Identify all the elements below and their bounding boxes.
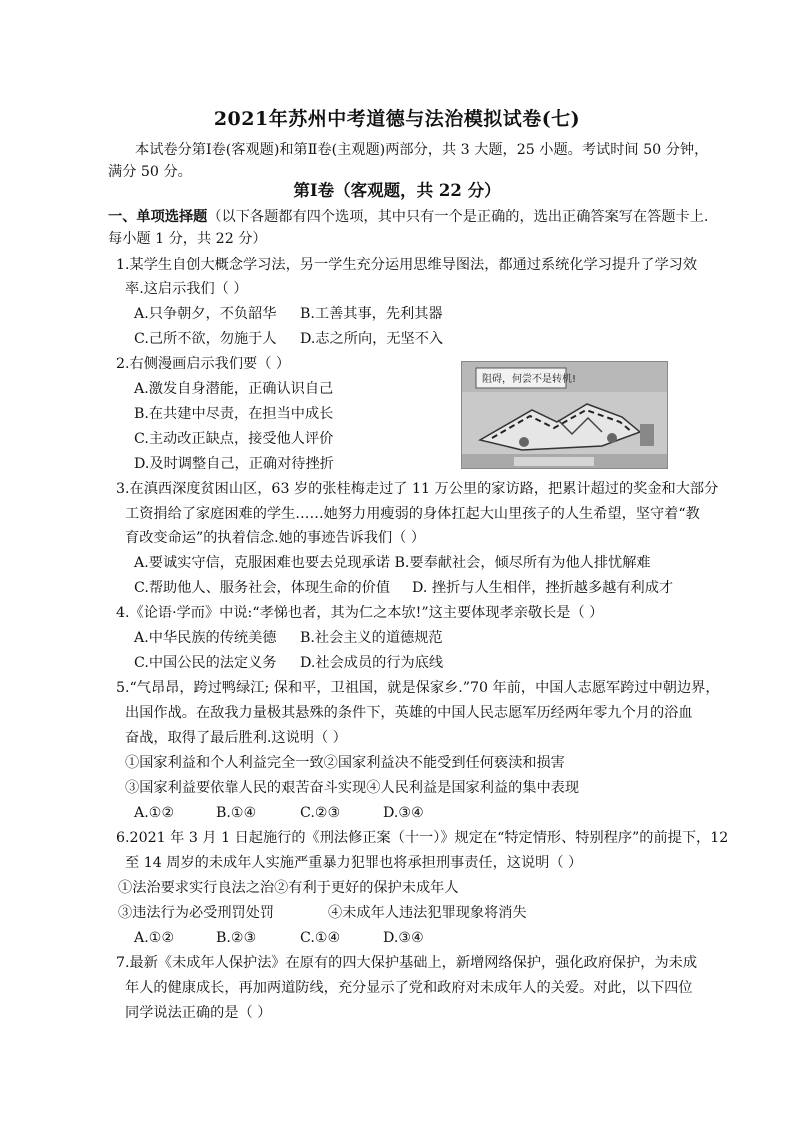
q5-statements-1: ①国家利益和个人利益完全一致②国家利益决不能受到任何亵渎和损害	[125, 755, 565, 771]
q6-option-d: D.③④	[383, 930, 424, 946]
q2-option-d: D.及时调整自己，正确对待挫折	[134, 456, 334, 472]
q1-option-c: C.己所不欲，勿施于人	[134, 331, 277, 347]
cartoon-illustration	[462, 362, 667, 468]
q1-stem-line-2: 率.这启示我们（ ）	[125, 281, 248, 297]
q5-stem-line-3: 奋战，取得了最后胜利.这说明（ ）	[125, 730, 347, 746]
q5-statements-2: ③国家利益要依靠人民的艰苦奋斗实现④人民利益是国家利益的集中表现	[125, 780, 580, 796]
q4-option-c: C.中国公民的法定义务	[134, 655, 277, 671]
q4-option-a: A.中华民族的传统美德	[134, 630, 277, 646]
exam-intro-line-2: 满分 50 分。	[108, 164, 192, 180]
exam-intro-line-1: 本试卷分第Ⅰ卷(客观题)和第Ⅱ卷(主观题)两部分，共 3 大题，25 小题。考试时间 50 分钟，	[135, 142, 709, 158]
q6-statement-3: ③违法行为必受刑罚处罚	[118, 905, 275, 921]
q6-stem-line-2: 至 14 周岁的未成年人实施严重暴力犯罪也将承担刑事责任，这说明（ ）	[125, 855, 583, 871]
q6-option-a: A.①②	[134, 930, 175, 946]
q7-stem-line-3: 同学说法正确的是（ ）	[125, 1005, 272, 1021]
q6-statements-1: ①法治要求实行良法之治②有利于更好的保护未成年人	[118, 880, 459, 896]
q5-option-d: D.③④	[383, 805, 424, 821]
q2-cartoon-image	[461, 361, 668, 469]
q6-statement-4: ④未成年人违法犯罪现象将消失	[328, 905, 527, 921]
section-note: （以下各题都有四个选项，其中只有一个是正确的，选出正确答案写在答题卡上.	[207, 209, 709, 225]
q5-option-a: A.①②	[134, 805, 175, 821]
q5-option-c: C.②③	[300, 805, 341, 821]
q3-stem-line-2: 工资捐给了家庭困难的学生……她努力用瘦弱的身体扛起大山里孩子的人生希望，坚守着“教	[125, 506, 700, 522]
q5-option-b: B.①④	[216, 805, 257, 821]
q4-option-d: D.社会成员的行为底线	[300, 655, 444, 671]
q6-option-c: C.①④	[300, 930, 341, 946]
q6-option-b: B.②③	[216, 930, 257, 946]
q2-option-c: C.主动改正缺点，接受他人评价	[134, 431, 334, 447]
part1-title: 第Ⅰ卷（客观题，共 22 分）	[293, 181, 501, 200]
q3-option-a-b: A.要诚实守信，克服困难也要去兑现承诺 B.要奉献社会，倾尽所有为他人排忧解难	[134, 555, 651, 571]
q7-stem-line-1: 7.最新《未成年人保护法》在原有的四大保护基础上，新增网络保护，强化政府保护，为未成	[116, 955, 698, 971]
q1-stem-line-1: 1.某学生自创大概念学习法，另一学生充分运用思维导图法，都通过系统化学习提升了学习效	[116, 257, 698, 273]
q3-stem-line-3: 育改变命运”的执着信念.她的事迹告诉我们（ ）	[125, 530, 426, 546]
q2-stem: 2.右侧漫画启示我们要（ ）	[116, 356, 291, 372]
q5-stem-line-2: 出国作战。在敌我力量极其悬殊的条件下，英雄的中国人民志愿军历经两年零九个月的浴血	[125, 705, 693, 721]
q4-stem: 4.《论语·学而》中说:“孝悌也者，其为仁之本欤!”这主要体现孝亲敬长是（ ）	[116, 605, 604, 621]
q1-option-b: B.工善其事，先利其器	[300, 306, 443, 322]
section-heading: 一、单项选择题	[108, 209, 208, 225]
q1-option-a: A.只争朝夕，不负韶华	[134, 306, 277, 322]
q1-option-d: D.志之所向，无坚不入	[300, 331, 444, 347]
q4-option-b: B.社会主义的道德规范	[300, 630, 443, 646]
q6-stem-line-1: 6.2021 年 3 月 1 日起施行的《刑法修正案（十一）》规定在“特定情形、特别程序”的前提下，12	[116, 830, 729, 846]
q5-stem-line-1: 5.“气昂昂，跨过鸭绿江; 保和平，卫祖国，就是保家乡.”70 年前，中国人志愿军跨过中朝边界，	[116, 680, 720, 696]
cartoon-caption: 阻碍，何尝不是转机!	[482, 374, 577, 385]
q3-stem-line-1: 3.在滇西深度贫困山区，63 岁的张桂梅走过了 11 万公里的家访路，把累计超过的奖金和大部分	[116, 481, 719, 497]
q7-stem-line-2: 年人的健康成长，再加两道防线，充分显示了党和政府对未成年人的关爱。对此，以下四位	[125, 980, 693, 996]
q2-option-a: A.激发自身潜能，正确认识自己	[134, 381, 334, 397]
q2-option-b: B.在共建中尽责，在担当中成长	[134, 406, 334, 422]
exam-title: 2021年苏州中考道德与法治模拟试卷(七)	[213, 108, 581, 130]
section-heading-line	[108, 207, 708, 227]
q3-option-c: C.帮助他人、服务社会，体现生命的价值	[134, 580, 391, 596]
section-note-line-2: 每小题 1 分，共 22 分）	[108, 231, 267, 247]
q3-option-d: D. 挫折与人生相伴，挫折越多越有利成才	[412, 580, 674, 596]
